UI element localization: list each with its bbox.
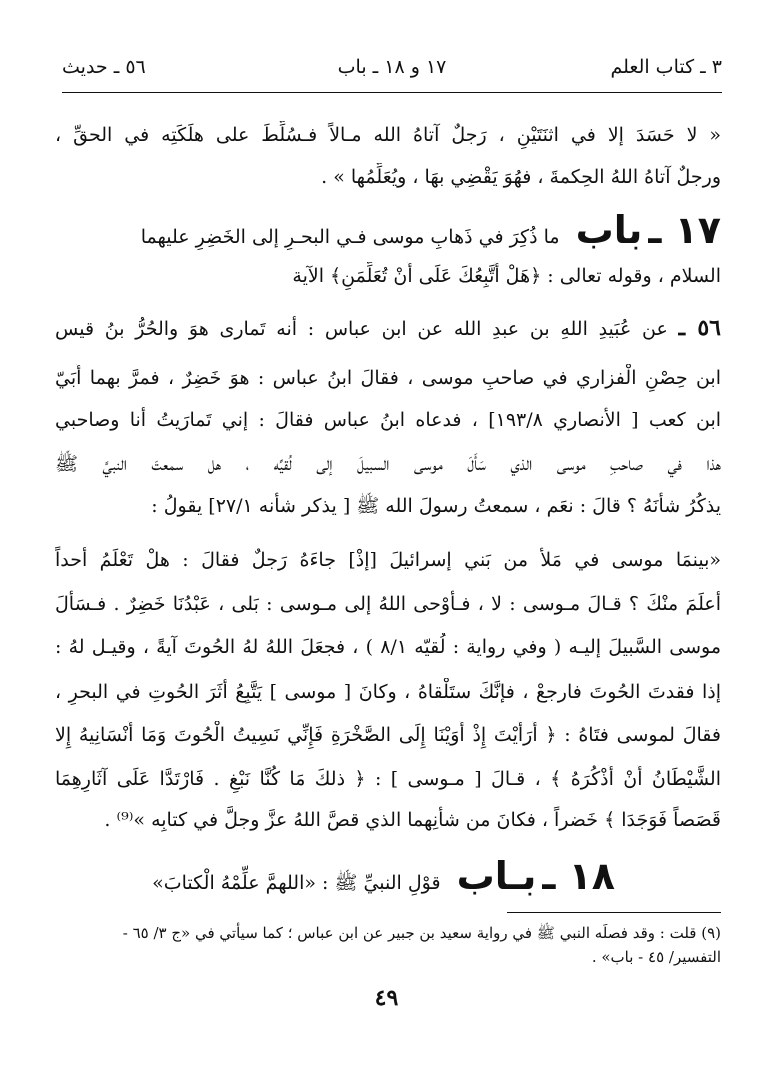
hadith-opening-text: عن عُبَيدِ اللهِ بن عبدِ الله عن ابن عباس : أنه تَمارى هوَ والحُرُّ بنُ قيس [55,318,668,340]
chapter-title: قوْلِ النبيِّ ﷺ : «اللهمَّ علِّمْهُ الْكتابَ» [152,872,441,894]
text-line: فقالَ لموسى فتَاهُ : ﴿ أَرَأَيْتَ إِذْ أَوَيْنَا إِلَى الصَّخْرَةِ فَإِنِّي نَسِيتُ الْحُوتَ وَمَا أَنْسَانِيهُ إِلا [55,724,721,746]
page-number: ٤٩ [374,985,399,1011]
text-line: ورجلٌ آتاهُ اللهُ الحِكمةَ ، فهُوَ يَقْضِي بهَا ، ويُعَلِّمُها » . [321,166,721,188]
text-line: الشَّيْطَانُ أَنْ أَذْكُرَهُ ﴾ ، قـالَ [ مـوسى ] : ﴿ ذلكَ مَا كُنَّا نَبْغِ . فَارْتَدَّا عَلَى آثَارِهِمَا [55,768,721,790]
footnote-divider [507,912,721,913]
chapter-heading-18 [55,854,615,898]
chapter-number: ١٧ ـ [648,208,721,252]
footnote-line: (٩) قلت : وقد فصلَه النبي ﷺ في رواية سعيد بن جبير عن ابن عباس ؛ كما سيأتي في «ج ٣/ ٦٥ - [122,924,721,942]
running-header [62,56,722,86]
text-line: إذا فقدتَ الحُوتَ فارجعْ ، فإنَّكَ ستَلْقاهُ ، وكانَ [ موسى ] يَتَّبِعُ أثَرَ الحُوتِ في البحرِ ، [55,681,721,703]
chapter-heading-17 [55,208,721,252]
hadith-56-opening [55,314,721,343]
text-line: ابن حِصْنٍ الْفزاري في صاحبِ موسى ، فقالَ ابنُ عباس : هوَ خَضِرٌ ، فمرَّ بهما أُبَيّ [55,367,721,389]
chapter-word: بـاب [456,854,537,898]
text-line: هذا في صاحبِ موسى الذي سَأَلَ موسى السبيلَ إلى لُقيِّه ، هل سمعتَ النبيَّ ﷺ [55,453,721,475]
text-line: السلام ، وقوله تعالى : ﴿هَلْ أَتَّبِعُكَ عَلَى أَنْ تُعَلِّمَنِ﴾ الآية [292,265,721,287]
header-chapter-title: ٣ ـ كتاب العلم [610,56,722,78]
hadith-number: ٥٦ ـ [678,315,721,341]
text-line: « لا حَسَدَ إلا في اثنَتَيْنِ ، رَجلٌ آتاهُ الله مـالاً فـسُلِّطَ على هلَكَتِه في الحقِّ ، [55,124,721,146]
header-section-title: ١٧ و ١٨ ـ باب [337,56,447,78]
text-line: يذكُرُ شأْنَهُ ؟ قالَ : نعَم ، سمعتُ رسولَ الله ﷺ [ يذكر شأنه ٢٧/١] يقولُ : [151,495,721,517]
footnote-line: التفسير/ ٤٥ - باب» . [591,948,721,966]
chapter-title: ما ذُكِرَ في ذَهابِ موسى فـي البحـرِ إلى الخَضِرِ عليهما [140,226,560,248]
header-hadith-number: ٥٦ ـ حديث [62,56,146,78]
text-line: موسى السَّبيلَ إليـه ( وفي رواية : لُقيّه ٨/١ ) ، فجعَلَ اللهُ لهُ الحُوتَ آيةً ، وقيـل لهُ : [55,636,721,658]
header-divider [62,92,722,93]
text-line: «بينمَا موسى في مَلأ من بَني إسرائيلَ [إذْ] جاءَهُ رَجلٌ فقالَ : هلْ تَعْلَمُ أحداً [55,549,721,571]
text-line: أعلَمَ منْكَ ؟ قـالَ مـوسى : لا ، فـأوْحى اللهُ إلى مـوسى : بَلى ، عَبْدُنَا خَضِرٌ . فـسَأَلَ [55,593,721,615]
chapter-number: ١٨ ـ [542,854,615,898]
text-line: قَصَصاً فَوَجَدَا ﴾ خَضراً ، فكانَ من شأنِهما الذي قصَّ اللهُ عزَّ وجلَّ في كتابِه »⁽⁹⁾ . [104,809,721,831]
text-line: ابن كعب [ الأنصاري ١٩٣/٨] ، فدعاه ابنُ عباس فقالَ : إني تَمارَيتُ أنا وصاحبي [55,409,721,431]
chapter-word: باب [575,208,643,252]
